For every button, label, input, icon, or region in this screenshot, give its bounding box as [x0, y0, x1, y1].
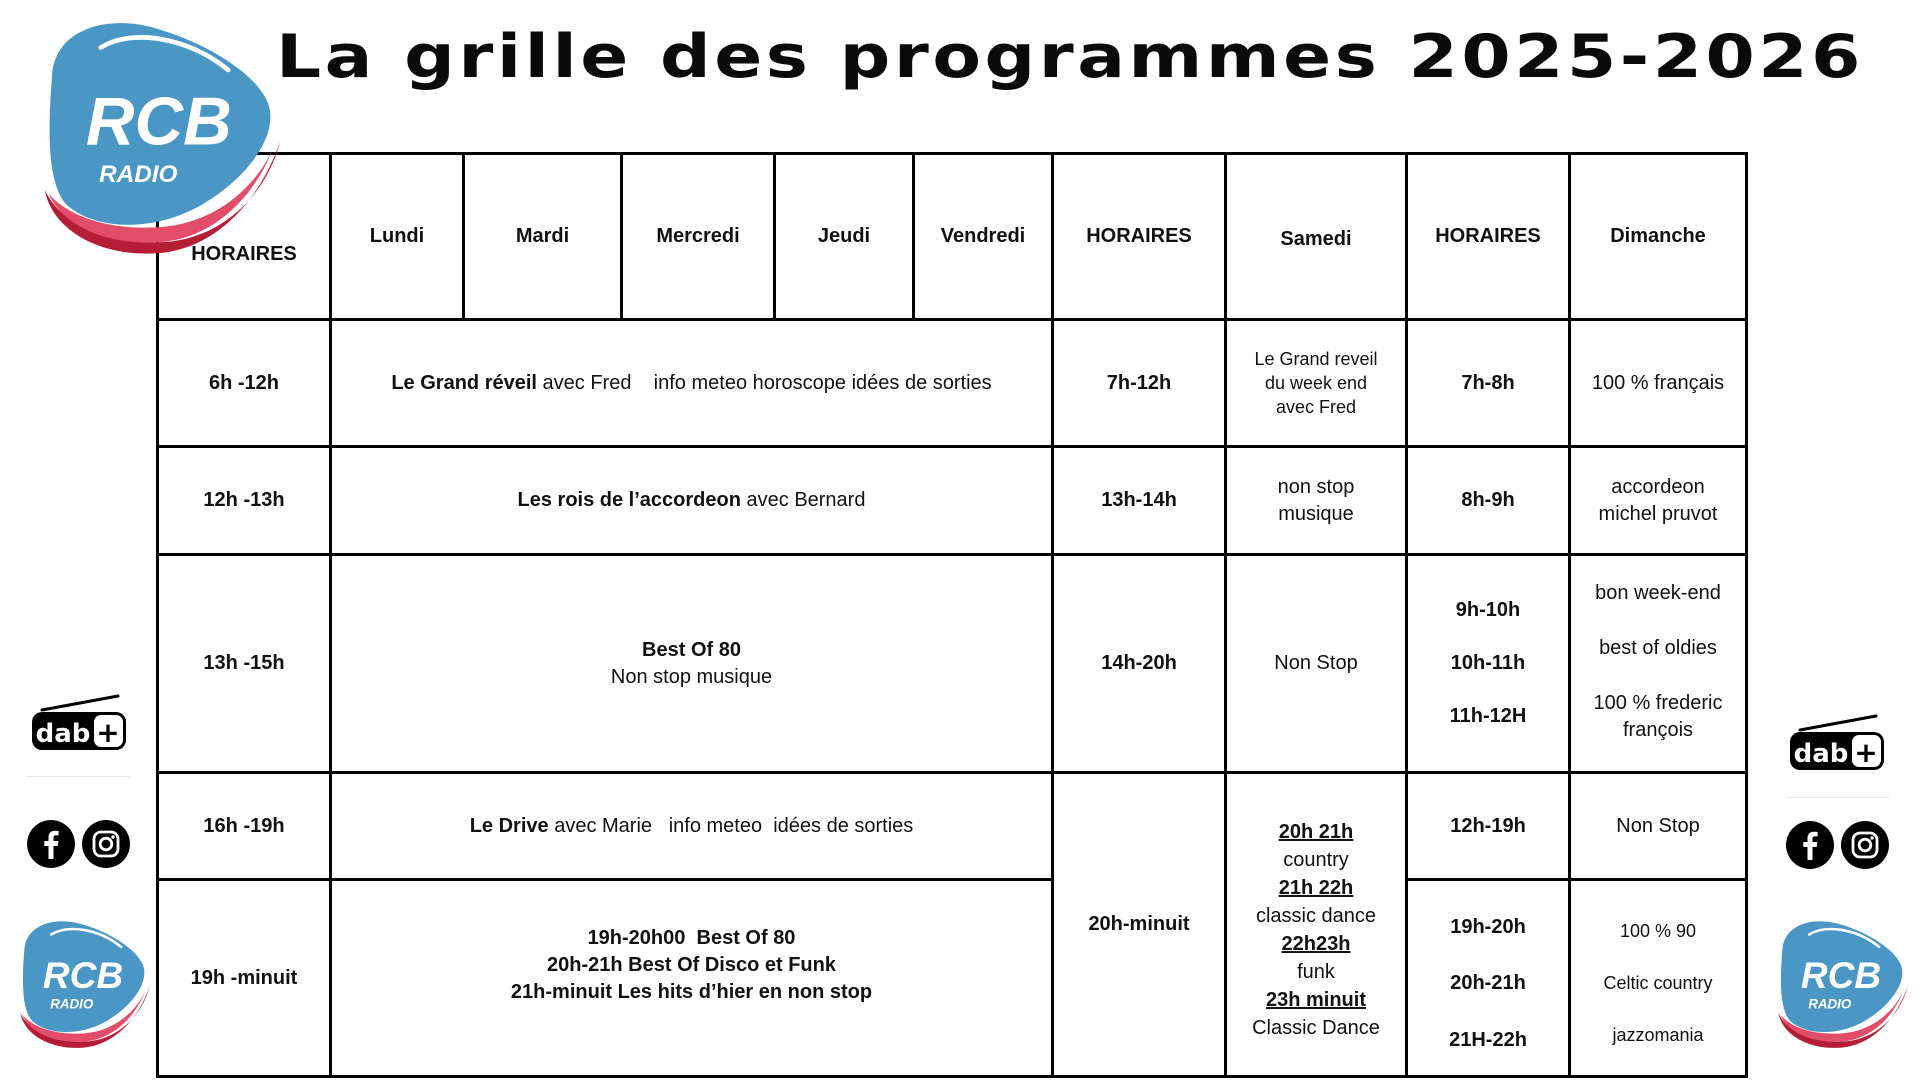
separator-left	[26, 776, 130, 777]
program-line: michel pruvot	[1598, 502, 1718, 525]
rcb-logo-icon	[26, 10, 288, 272]
sunday-time-5	[1405, 878, 1571, 1078]
facebook-icon-left[interactable]	[26, 819, 76, 869]
svg-text:RCB: RCB	[1800, 954, 1882, 997]
header-label: Mardi	[515, 225, 570, 247]
header-day-vendredi	[912, 152, 1054, 321]
header-label: Dimanche	[1610, 225, 1706, 247]
rcb-radio-logo-main	[26, 10, 288, 272]
time-label: 14h-20h	[1101, 652, 1177, 674]
svg-text:+: +	[96, 716, 120, 749]
slot-time: 20h 21h	[1278, 821, 1354, 843]
program-line: Non Stop	[1616, 814, 1700, 837]
program-text	[518, 487, 866, 514]
weekday-time-4	[156, 771, 332, 881]
page-title: La grille des programmes 2025-2026	[276, 22, 1864, 92]
program-details: avec Fred info meteo horoscope idées de sorties	[536, 371, 992, 394]
header-horaires-sat	[1051, 152, 1227, 321]
header-label: Vendredi	[940, 225, 1026, 247]
saturday-time-3	[1051, 553, 1227, 774]
header-label: Mercredi	[656, 225, 740, 247]
slot-time: 23h minuit	[1265, 989, 1366, 1011]
sunday-program-2	[1568, 445, 1748, 556]
time-label: 21H-22h	[1449, 1029, 1527, 1052]
time-label: 13h -15h	[203, 652, 285, 674]
time-label: 7h-12h	[1106, 371, 1172, 394]
program-line: non stop	[1277, 475, 1355, 498]
header-label: HORAIRES	[1435, 225, 1541, 247]
time-label: 13h-14h	[1101, 489, 1177, 511]
program-line: 20h-21h Best Of Disco et Funk	[547, 954, 836, 976]
time-label: 6h -12h	[208, 371, 280, 394]
program-line: 21h-minuit Les hits d’hier en non stop	[510, 981, 873, 1003]
svg-text:dab: dab	[1793, 739, 1849, 769]
separator-right	[1786, 797, 1890, 798]
program-title: Les rois de l’accordeon	[517, 489, 741, 511]
time-label: 19h-20h	[1450, 915, 1526, 938]
saturday-time-1	[1051, 318, 1227, 448]
rcb-radio-logo-right	[1768, 914, 1912, 1058]
time-label: 20h-minuit	[1088, 913, 1190, 935]
program-line: avec Fred	[1275, 397, 1357, 418]
sunday-program-5	[1568, 878, 1748, 1078]
header-day-jeudi	[773, 152, 915, 321]
slot-genre: classic dance	[1255, 905, 1377, 927]
weekday-time-5	[156, 878, 332, 1078]
svg-text:dab: dab	[35, 719, 91, 749]
rcb-logo-icon	[1768, 914, 1912, 1058]
time-label: 19h -minuit	[190, 966, 298, 989]
weekday-program-2	[329, 445, 1054, 556]
time-label: 11h-12H	[1449, 705, 1527, 727]
program-details: avec Marie info meteo idées de sorties	[548, 814, 914, 837]
program-text	[391, 370, 991, 397]
sunday-program-1	[1568, 318, 1748, 448]
svg-text:RCB: RCB	[85, 84, 232, 160]
slot-genre: Classic Dance	[1252, 1017, 1380, 1039]
slot-time: 21h 22h	[1278, 877, 1354, 899]
header-day-mardi	[462, 152, 623, 321]
dab-plus-icon-right	[1788, 714, 1888, 774]
weekday-time-3	[156, 553, 332, 774]
program-title: Le Grand réveil	[391, 371, 537, 394]
program-line: musique	[1278, 502, 1354, 525]
time-label: 12h -13h	[203, 489, 285, 511]
svg-text:RCB: RCB	[42, 954, 124, 997]
weekday-program-5	[329, 878, 1054, 1078]
program-title: Le Drive	[469, 814, 549, 837]
sunday-time-3	[1405, 553, 1571, 774]
facebook-icon-right[interactable]	[1785, 820, 1835, 870]
program-line: Le Grand reveil	[1254, 348, 1378, 369]
program-line: 19h-20h00 Best Of 80	[587, 927, 796, 949]
program-details: Non stop musique	[610, 665, 773, 688]
sunday-program-3	[1568, 553, 1748, 774]
svg-text:RADIO: RADIO	[1808, 996, 1852, 1012]
weekday-time-1	[156, 318, 332, 448]
header-day-dimanche	[1568, 152, 1748, 321]
header-day-mercredi	[620, 152, 776, 321]
program-line: 100 % 90	[1619, 920, 1697, 941]
header-day-lundi	[329, 152, 465, 321]
sunday-time-4	[1405, 771, 1571, 881]
header-horaires-sun	[1405, 152, 1571, 321]
slot-genre: country	[1283, 849, 1349, 871]
sunday-program-4	[1568, 771, 1748, 881]
program-line: Celtic country	[1603, 972, 1713, 993]
time-label: 12h-19h	[1450, 814, 1526, 837]
program-line: jazzomania	[1612, 1024, 1704, 1045]
program-line: 100 % français	[1591, 371, 1725, 394]
header-label: Lundi	[369, 225, 425, 247]
header-day-samedi	[1224, 152, 1408, 321]
saturday-program-3	[1224, 553, 1408, 774]
svg-text:RADIO: RADIO	[50, 996, 94, 1012]
header-label: HORAIRES	[191, 243, 297, 265]
sunday-time-1	[1405, 318, 1571, 448]
program-line: accordeon	[1611, 475, 1705, 498]
weekday-program-4	[329, 771, 1054, 881]
program-line: bon week-end	[1595, 582, 1721, 604]
program-line: 100 % frederic françois	[1593, 692, 1723, 741]
dab-plus-icon-left	[30, 694, 130, 754]
weekday-program-3	[329, 553, 1054, 774]
program-line: Non Stop	[1274, 652, 1358, 674]
header-label: Samedi	[1280, 228, 1352, 250]
saturday-time-2	[1051, 445, 1227, 556]
time-label: 7h-8h	[1461, 371, 1515, 394]
time-label: 10h-11h	[1450, 652, 1526, 674]
svg-text:RADIO: RADIO	[99, 161, 178, 189]
saturday-program-2	[1224, 445, 1408, 556]
time-label: 20h-21h	[1450, 972, 1526, 995]
time-label: 16h -19h	[203, 814, 285, 837]
svg-text:+: +	[1854, 736, 1878, 769]
slot-genre: funk	[1297, 961, 1335, 983]
rcb-logo-icon	[10, 914, 154, 1058]
time-label: 9h-10h	[1455, 599, 1521, 621]
weekday-program-1	[329, 318, 1054, 448]
weekday-time-2	[156, 445, 332, 556]
program-details: avec Bernard	[740, 489, 866, 511]
time-label: 8h-9h	[1461, 489, 1515, 511]
slot-time: 22h23h	[1281, 933, 1351, 955]
rcb-radio-logo-left	[10, 914, 154, 1058]
header-label: HORAIRES	[1086, 225, 1192, 247]
instagram-icon-right[interactable]	[1840, 820, 1890, 870]
program-text	[470, 813, 914, 840]
instagram-icon-left[interactable]	[81, 819, 131, 869]
header-label: Jeudi	[817, 225, 871, 247]
sunday-time-2	[1405, 445, 1571, 556]
program-title: Best Of 80	[642, 638, 741, 661]
saturday-program-4	[1224, 771, 1408, 1078]
saturday-program-1	[1224, 318, 1408, 448]
program-line: best of oldies	[1599, 637, 1717, 659]
saturday-time-4	[1051, 771, 1227, 1078]
program-line: du week end	[1264, 372, 1368, 393]
